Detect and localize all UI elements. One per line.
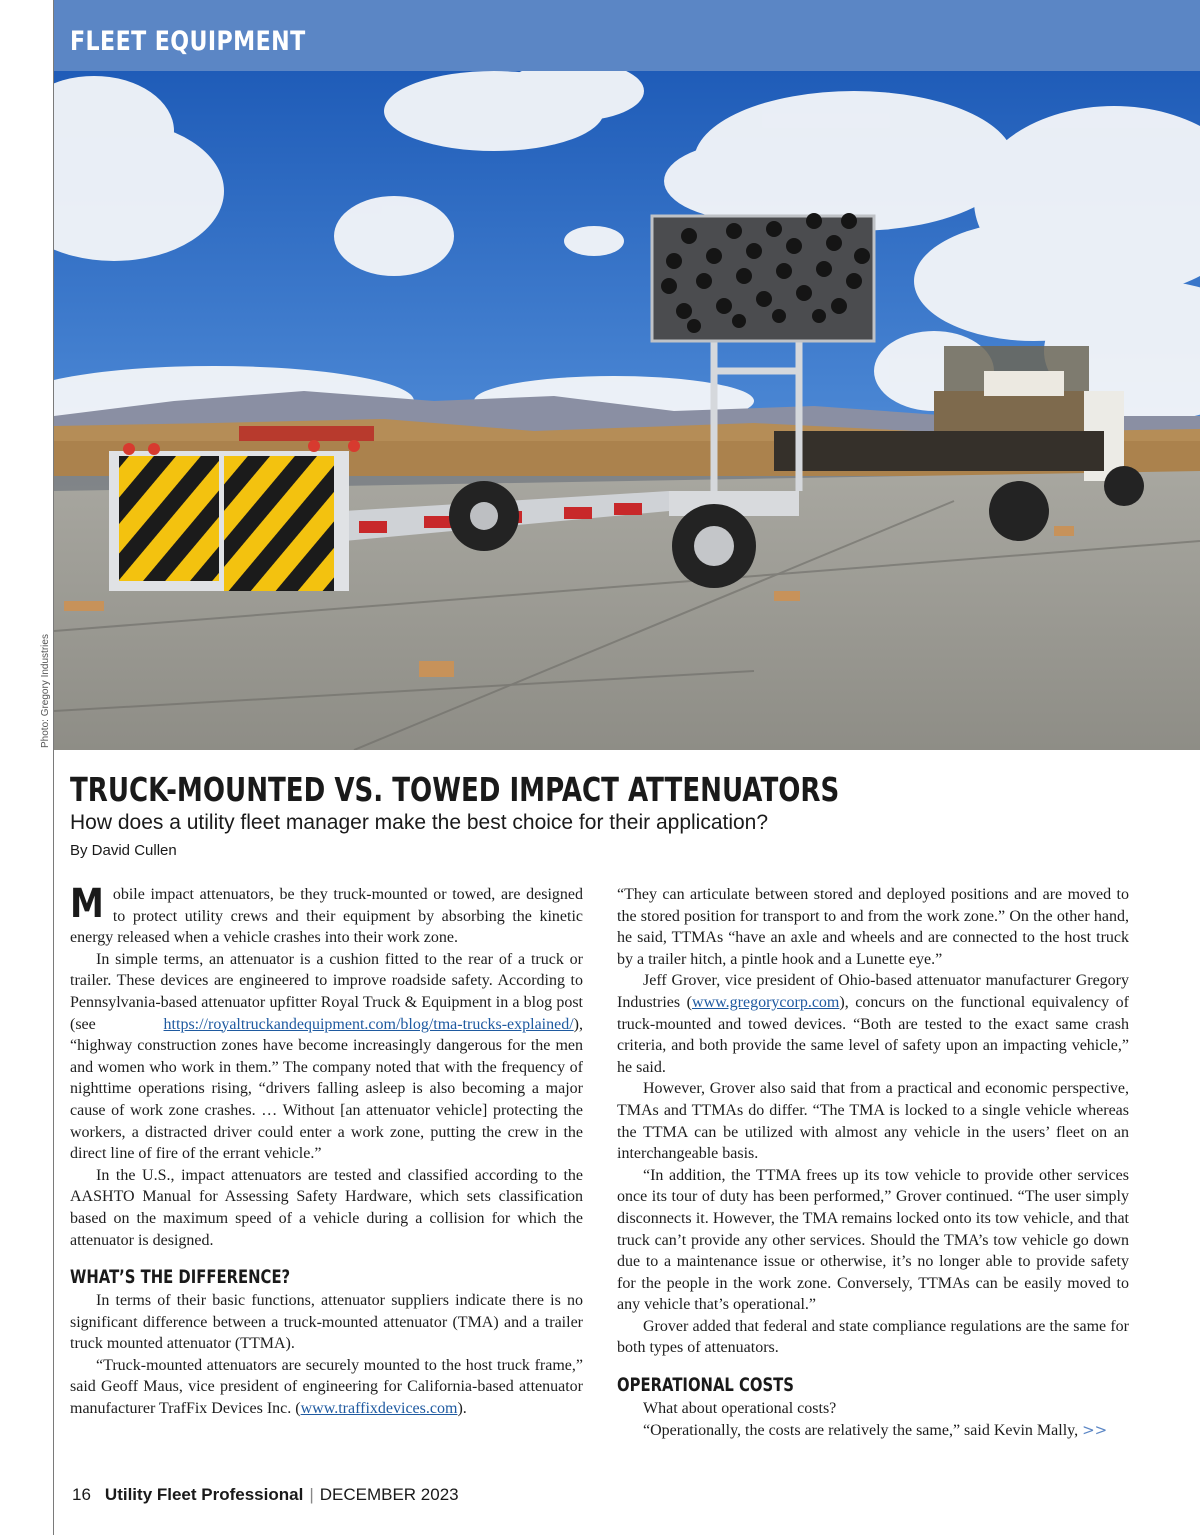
paragraph-text: In simple terms, an attenuator is a cushion fitted to the rear of a truck or trailer. These devices are engineered to improve roadside safety. According to Pennsylvania-based attenuator upfitter Royal Truck & Equipment in a blog post (see: [70, 950, 583, 1033]
paragraph: Grover added that federal and state compliance regulations are the same for both types of attenuators.: [617, 1317, 1129, 1357]
paragraph-text: ), concurs on the functional equivalency of truck-mounted and towed devices. “Both are tested to the exact same crash criteria, and both provide the same level of safety upon an impacting vehicle,” he said.: [617, 993, 1129, 1076]
paragraph: [70, 1355, 583, 1420]
continued-arrow-icon[interactable]: >>: [1082, 1420, 1108, 1439]
issue-date: DECEMBER 2023: [319, 1485, 459, 1504]
paragraph: In the U.S., impact attenuators are tested and classified according to the AASHTO Manual for Assessing Safety Hardware, which sets classification based on the maximum speed of a vehicle during a collision for which the attenuator is designed.: [70, 1166, 583, 1249]
paragraph-text: “Operationally, the costs are relatively the same,” said Kevin Mally,: [643, 1421, 1079, 1439]
paragraph-intro: [70, 881, 583, 949]
article-headline: TRUCK-MOUNTED VS. TOWED IMPACT ATTENUATORS: [70, 770, 840, 809]
publication-name: Utility Fleet Professional: [104, 1485, 304, 1504]
paragraph: “In addition, the TTMA frees up its tow vehicle to provide other services once its tour of duty has been performed,” Grover continued. “The user simply disconnects it. However, the TMA remains locked onto its tow vehicle, and that truck can’t provide any other services. Should the TMA’s tow vehicle go down due to a maintenance issue or otherwise, it’s no longer able to provide safety for the people in the work zone. Conversely, TTMAs can be easily moved to any vehicle that’s operational.”: [617, 1166, 1129, 1314]
page-number: 16: [72, 1485, 91, 1504]
paragraph: What about operational costs?: [643, 1400, 837, 1418]
article-byline: By David Cullen: [70, 842, 177, 859]
photo-credit: Photo: Gregory Industries: [40, 634, 51, 748]
article-column-right: [617, 884, 1129, 1441]
page-footer: [72, 1485, 459, 1505]
paragraph-text: Jeff Grover, vice president of Ohio-based attenuator manufacturer Gregory Industries (: [617, 972, 1129, 1011]
paragraph: [617, 970, 1129, 1078]
article-subhead: How does a utility fleet manager make the best choice for their application?: [70, 811, 769, 834]
paragraph-text: “Truck-mounted attenuators are securely mounted to the host truck frame,” said Geoff Maus, vice president of engineering for California-based attenuator manufacturer TrafFix Devices Inc. (: [70, 1356, 583, 1418]
subheading-difference: WHAT’S THE DIFFERENCE?: [70, 1266, 291, 1289]
section-label: FLEET EQUIPMENT: [70, 26, 306, 57]
article-column-left: [70, 881, 583, 1420]
royal-truck-link[interactable]: https://royaltruckandequipment.com/blog/tma-trucks-explained/: [163, 1015, 574, 1033]
paragraph: [70, 949, 583, 1165]
paragraph: In terms of their basic functions, attenuator suppliers indicate there is no significant difference between a truck-mounted attenuator (TMA) and a trailer truck mounted attenuator (TTMA).: [70, 1292, 583, 1353]
paragraph: “They can articulate between stored and deployed positions and are moved to the stored position for transport to and from the work zone.” On the other hand, he said, TTMAs “have an axle and wheels and are connected to the host truck by a trailer hitch, a pintle hook and a Lunette eye.”: [617, 886, 1129, 968]
feature-photo: [54, 71, 1200, 750]
paragraph-text: ), “highway construction zones have become increasingly dangerous for the men and women who work in them.” The company noted that with the frequency of nighttime operations rising, “drivers falling asleep is also becoming a major cause of work zone crashes. … Without [an attenuator vehicle] protecting the workers, a distracted driver could enter a work zone, putting the crew in the direct line of fire of the errant vehicle.”: [70, 1015, 583, 1163]
paragraph: [617, 1420, 1129, 1442]
paragraph: However, Grover also said that from a practical and economic perspective, TMAs and TTMAs do differ. “The TMA is locked to a single vehicle whereas the TTMA can be utilized with almost any vehicle in the users’ fleet on an interchangeable basis.: [617, 1080, 1129, 1163]
subheading-costs: OPERATIONAL COSTS: [617, 1374, 794, 1397]
footer-separator: |: [309, 1485, 314, 1504]
paragraph-text: obile impact attenuators, be they truck-mounted or towed, are designed to protect utility crews and their equipment by absorbing the kinetic energy released when a vehicle crashes into their work zone.: [70, 886, 583, 947]
gregory-link[interactable]: www.gregorycorp.com: [692, 993, 840, 1011]
paragraph-text: ).: [457, 1400, 467, 1418]
drop-cap: M: [70, 881, 104, 927]
traffix-link[interactable]: www.traffixdevices.com: [300, 1400, 458, 1418]
